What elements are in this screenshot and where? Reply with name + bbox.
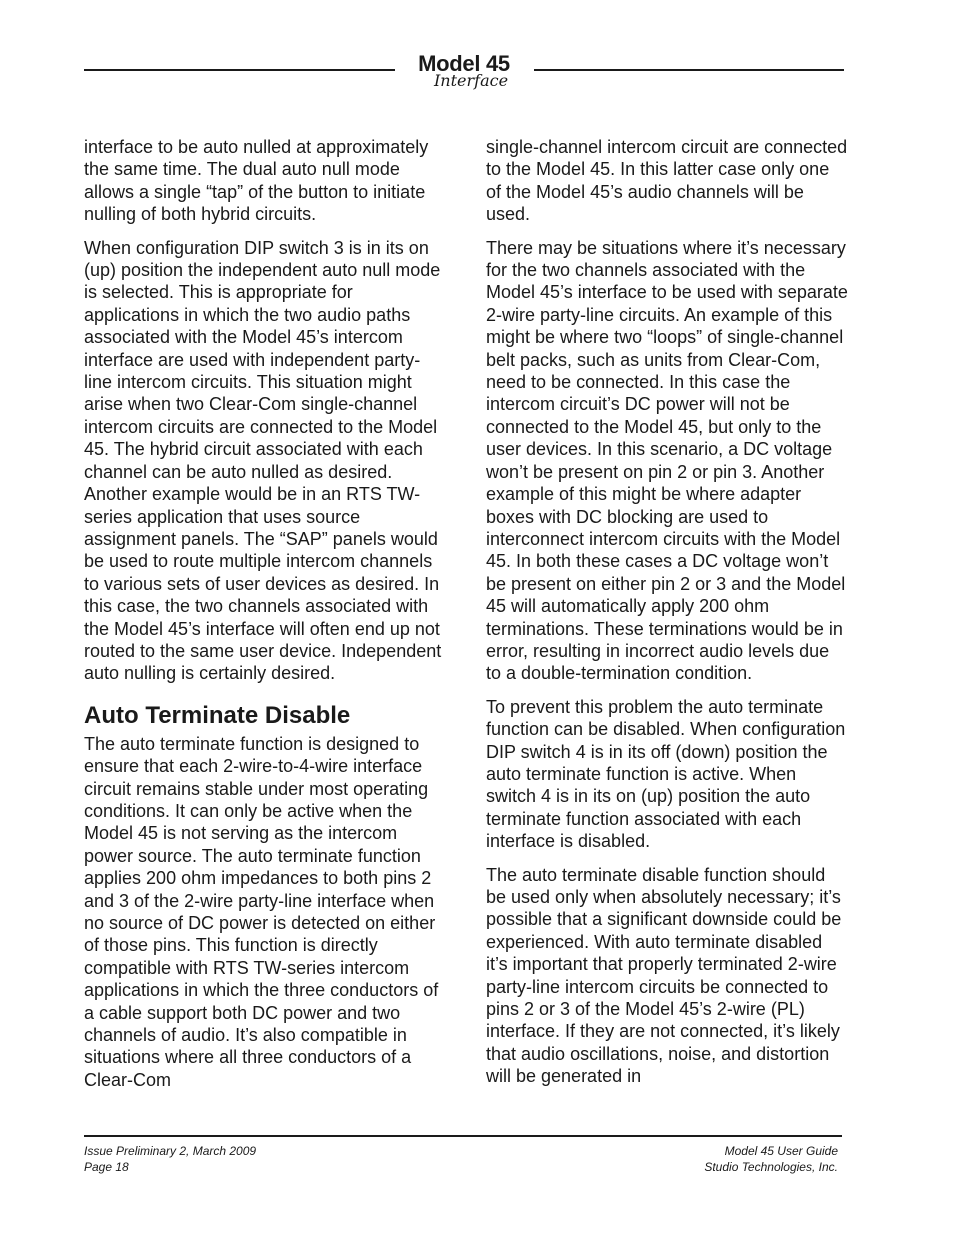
footer-issue: Issue Preliminary 2, March 2009: [84, 1144, 257, 1158]
section-heading: Auto Terminate Disable: [84, 701, 351, 729]
footer-page-number: Page 18: [84, 1160, 129, 1174]
logo-interface-text: Interface: [433, 71, 509, 90]
model-45-logo: [400, 52, 528, 89]
right-paragraph-4: The auto terminate disable function should be used only when absolutely necessary; it’s possible that a significant downside could be experienced. With auto terminate disabled it’s important that properly terminated 2-wire party-line intercom circuits be connected to pins 2 or 3 of the Model 45’s 2-wire (PL) interface. If they are not connected, it’s likely that audio oscillations, noise, and distortion will be generated in: [486, 864, 842, 1087]
right-paragraph-1: single-channel intercom circuit are connected to the Model 45. In this latter case only one of the Model 45’s audio channels will be used.: [486, 137, 848, 225]
footer-rule: [84, 1135, 842, 1137]
footer-left: [84, 1143, 256, 1175]
header-rule-right: [534, 69, 844, 71]
right-column: [486, 136, 848, 1099]
left-paragraph-2: When configuration DIP switch 3 is in its on (up) position the independent auto null mode is selected. This is appropriate for applications in which the two audio paths associated with the Model 45’s intercom interface are used with independent party-line intercom circuits. This situation might arise when two Clear-Com single-channel intercom circuits are connected to the Model 45. The hybrid circuit associated with each channel can be auto nulled as desired. Another example would be in an RTS TW-series application that uses source assignment panels. The “SAP” panels would be used to route multiple intercom channels to various sets of user devices as desired. In this case, the two channels associated with the Model 45’s interface will often end up not routed to the same user device. Independent auto nulling is certainly desired.: [84, 237, 442, 684]
right-paragraph-2: There may be situations where it’s necessary for the two channels associated with the Model 45’s interface to be used with separate 2-wire party-line circuits. An example of this might be where two “loops” of single-channel belt packs, such as units from Clear-Com, need to be connected. In this case the intercom circuit’s DC power will not be connected to the Model 45, but only to the user devices. In this scenario, a DC voltage won’t be present on pin 2 or pin 3. Another example of this might be where adapter boxes with DC blocking are used to interconnect intercom circuits with the Model 45. In both these cases a DC voltage won’t be present on either pin 2 or 3 and the Model 45 will automatically apply 200 ohm terminations. These terminations would be in error, resulting in incorrect audio levels due to a double-termination condition.: [486, 237, 848, 684]
left-paragraph-1: interface to be auto nulled at approximately the same time. The dual auto null mode allows a single “tap” of the button to initiate nulling of both hybrid circuits.: [84, 137, 429, 225]
footer-company: Studio Technologies, Inc.: [704, 1160, 838, 1174]
left-column: [84, 136, 444, 1102]
footer-right: [704, 1143, 838, 1175]
logo-model-text: Model 45: [418, 51, 510, 76]
footer-guide-title: Model 45 User Guide: [724, 1144, 838, 1158]
header-rule-left: [84, 69, 395, 71]
right-paragraph-3: To prevent this problem the auto terminate function can be disabled. When configuration DIP switch 4 is in its off (down) position the auto terminate function is active. When switch 4 is in its on (up) position the auto terminate function associated with each interface is disabled.: [486, 696, 846, 852]
left-paragraph-3: The auto terminate function is designed to ensure that each 2-wire-to-4-wire interface circuit remains stable under most operating conditions. It can only be active when the Model 45 is not serving as the intercom power source. The auto terminate function applies 200 ohm impedances to both pins 2 and 3 of the 2-wire party-line interface when no source of DC power is detected on either of those pins. This function is directly compatible with RTS TW-series intercom applications in which the three conductors of a cable support both DC power and two channels of audio. It’s also compatible in situations where all three conductors of a Clear-Com: [84, 733, 439, 1090]
